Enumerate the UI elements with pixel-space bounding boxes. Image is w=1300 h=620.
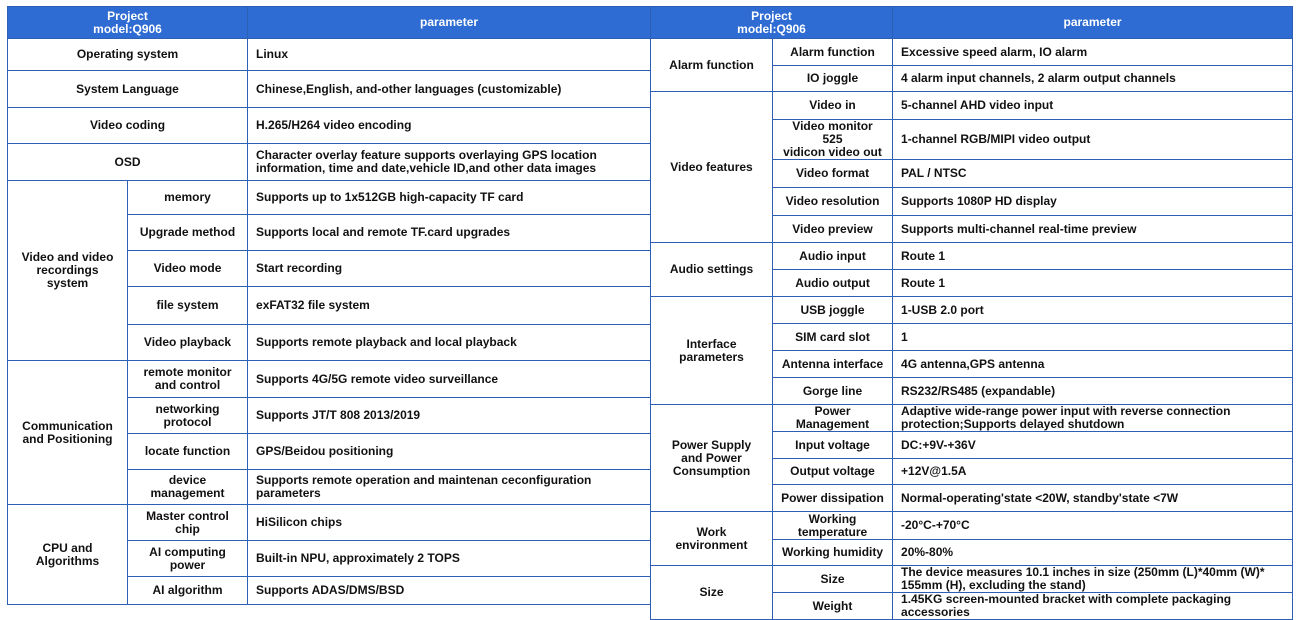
sub-label: remote monitor and control: [128, 361, 248, 398]
group-label: Audio settings: [651, 243, 773, 297]
table-row: [651, 566, 1293, 593]
sub-label: memory: [128, 181, 248, 215]
sub-label: IO joggle: [773, 66, 893, 92]
header-project: Project model:Q906: [8, 7, 248, 39]
table-row: [8, 108, 651, 144]
sub-label: AI algorithm: [128, 577, 248, 605]
table-row: [651, 512, 1293, 540]
sub-label: Video playback: [128, 325, 248, 361]
table-row: [651, 405, 1293, 432]
table-row: [8, 181, 651, 215]
group-label: CPU and Algorithms: [8, 505, 128, 605]
row-label: System Language: [8, 71, 248, 108]
row-value: 1-USB 2.0 port: [893, 297, 1293, 324]
group-label: Alarm function: [651, 39, 773, 92]
row-value: Route 1: [893, 243, 1293, 270]
sub-label: SIM card slot: [773, 324, 893, 351]
spec-table-left: [7, 6, 651, 605]
group-label: Communication and Positioning: [8, 361, 128, 505]
row-value: Supports up to 1x512GB high-capacity TF card: [248, 181, 651, 215]
row-value: 1: [893, 324, 1293, 351]
row-value: RS232/RS485 (expandable): [893, 378, 1293, 405]
table-row: [651, 92, 1293, 120]
row-label: Operating system: [8, 39, 248, 71]
row-value: Excessive speed alarm, IO alarm: [893, 39, 1293, 66]
sub-label: Working humidity: [773, 540, 893, 566]
row-value: Adaptive wide-range power input with reverse connection protection;Supports delayed shutdown: [893, 405, 1293, 432]
table-row: [651, 243, 1293, 270]
group-label: Size: [651, 566, 773, 620]
header-parameter: parameter: [893, 7, 1293, 39]
row-label: OSD: [8, 144, 248, 181]
row-value: exFAT32 file system: [248, 287, 651, 325]
row-value: 20%-80%: [893, 540, 1293, 566]
row-value: Built-in NPU, approximately 2 TOPS: [248, 541, 651, 577]
sub-label: USB joggle: [773, 297, 893, 324]
table-header: [651, 7, 1293, 39]
row-value: Supports remote operation and maintenan ceconfiguration parameters: [248, 470, 651, 505]
table-row: [651, 39, 1293, 66]
row-value: PAL / NTSC: [893, 160, 1293, 188]
row-value: Supports 4G/5G remote video surveillance: [248, 361, 651, 398]
row-value: Linux: [248, 39, 651, 71]
spec-table-right: [650, 6, 1293, 620]
row-value: 1-channel RGB/MIPI video output: [893, 120, 1293, 160]
group-label: Video features: [651, 92, 773, 243]
row-value: Route 1: [893, 270, 1293, 297]
row-value: 1.45KG screen-mounted bracket with complete packaging accessories: [893, 593, 1293, 620]
row-value: Supports 1080P HD display: [893, 188, 1293, 216]
table-row: [8, 505, 651, 541]
sub-label: Weight: [773, 593, 893, 620]
sub-label: Power dissipation: [773, 485, 893, 512]
group-label: Work environment: [651, 512, 773, 566]
sub-label: Power Management: [773, 405, 893, 432]
row-value: DC:+9V-+36V: [893, 432, 1293, 459]
row-value: GPS/Beidou positioning: [248, 434, 651, 470]
row-value: -20°C-+70°C: [893, 512, 1293, 540]
sub-label: Video preview: [773, 216, 893, 243]
sub-label: Antenna interface: [773, 351, 893, 378]
table-row: [8, 361, 651, 398]
row-value: Start recording: [248, 251, 651, 287]
sub-label: Size: [773, 566, 893, 593]
sub-label: device management: [128, 470, 248, 505]
row-value: 4 alarm input channels, 2 alarm output channels: [893, 66, 1293, 92]
row-value: The device measures 10.1 inches in size (250mm (L)*40mm (W)* 155mm (H), excluding the stand): [893, 566, 1293, 593]
table-row: [8, 39, 651, 71]
sub-label: Video mode: [128, 251, 248, 287]
sub-label: Alarm function: [773, 39, 893, 66]
sub-label: Master control chip: [128, 505, 248, 541]
table-row: [8, 71, 651, 108]
row-label: Video coding: [8, 108, 248, 144]
sub-label: Working temperature: [773, 512, 893, 540]
sub-label: AI computing power: [128, 541, 248, 577]
group-label: Video and video recordings system: [8, 181, 128, 361]
row-value: +12V@1.5A: [893, 459, 1293, 485]
sub-label: Video format: [773, 160, 893, 188]
sub-label: Upgrade method: [128, 215, 248, 251]
row-value: Supports local and remote TF.card upgrades: [248, 215, 651, 251]
sub-label: networking protocol: [128, 398, 248, 434]
table-row: [8, 144, 651, 181]
header-project: Project model:Q906: [651, 7, 893, 39]
row-value: Supports multi-channel real-time preview: [893, 216, 1293, 243]
table-header: [8, 7, 651, 39]
sub-label: Audio input: [773, 243, 893, 270]
row-value: H.265/H264 video encoding: [248, 108, 651, 144]
row-value: Supports JT/T 808 2013/2019: [248, 398, 651, 434]
sub-label: Video monitor 525 vidicon video out: [773, 120, 893, 160]
sub-label: Output voltage: [773, 459, 893, 485]
header-parameter: parameter: [248, 7, 651, 39]
row-value: Normal-operating'state <20W, standby'state <7W: [893, 485, 1293, 512]
table-row: [651, 297, 1293, 324]
row-value: Supports remote playback and local playback: [248, 325, 651, 361]
row-value: Supports ADAS/DMS/BSD: [248, 577, 651, 605]
sub-label: Gorge line: [773, 378, 893, 405]
row-value: Character overlay feature supports overlaying GPS location information, time and date,vehicle ID,and other data images: [248, 144, 651, 181]
row-value: 5-channel AHD video input: [893, 92, 1293, 120]
group-label: Power Supply and Power Consumption: [651, 405, 773, 512]
sub-label: Video in: [773, 92, 893, 120]
group-label: Interface parameters: [651, 297, 773, 405]
sub-label: locate function: [128, 434, 248, 470]
sub-label: Audio output: [773, 270, 893, 297]
sub-label: Input voltage: [773, 432, 893, 459]
row-value: HiSilicon chips: [248, 505, 651, 541]
sub-label: file system: [128, 287, 248, 325]
row-value: Chinese,English, and-other languages (customizable): [248, 71, 651, 108]
sub-label: Video resolution: [773, 188, 893, 216]
row-value: 4G antenna,GPS antenna: [893, 351, 1293, 378]
